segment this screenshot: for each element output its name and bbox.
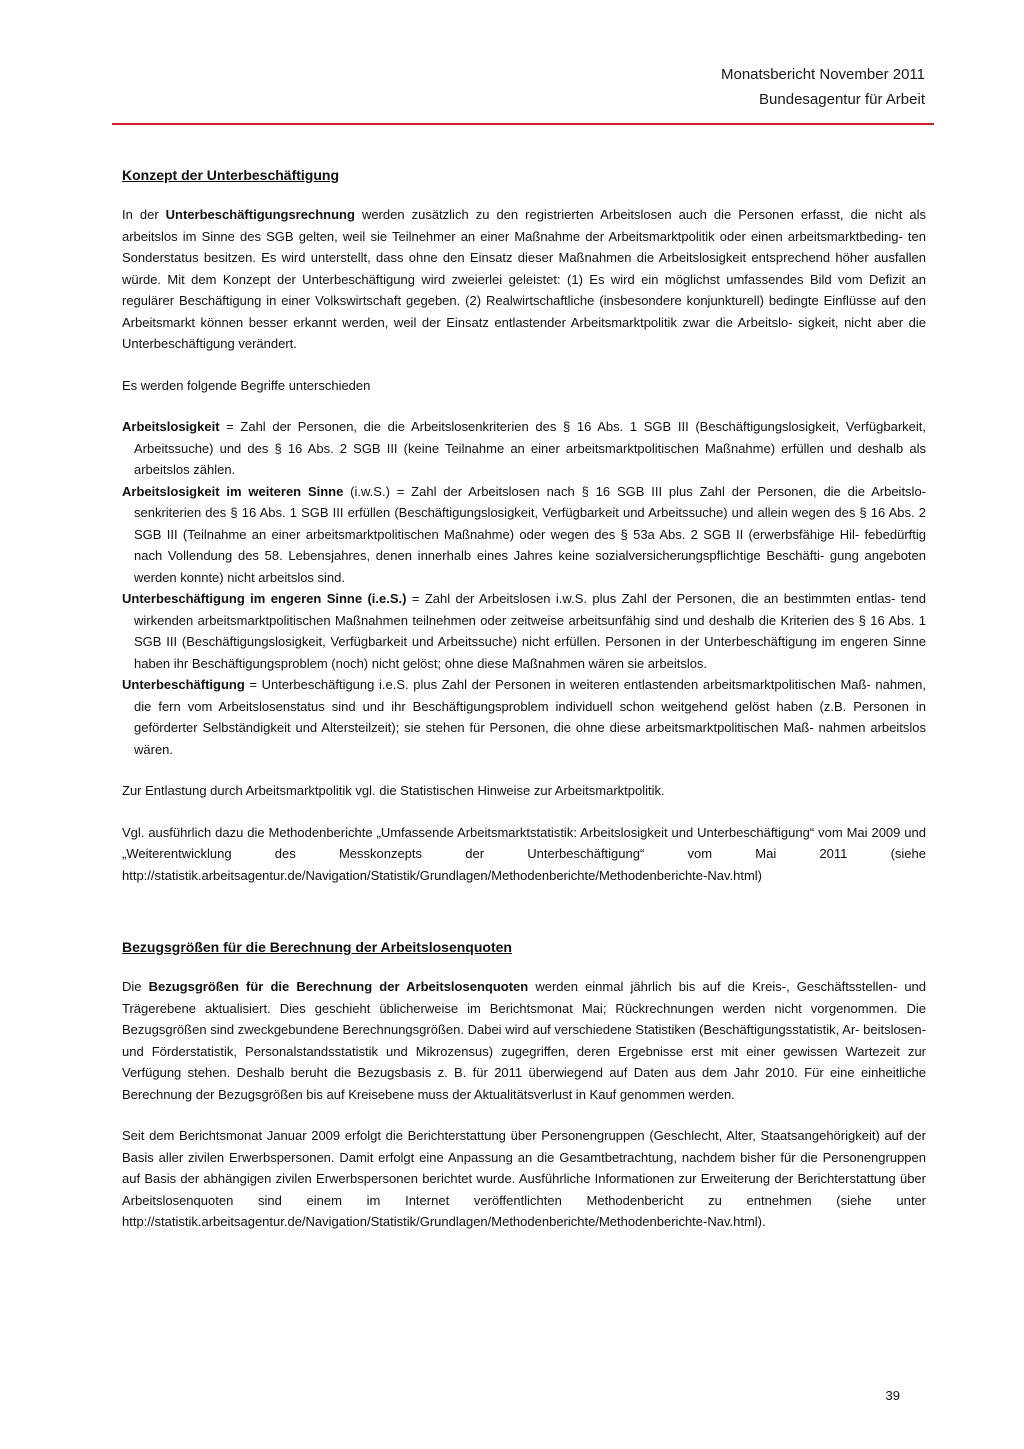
definition-term: Unterbeschäftigung: [122, 677, 245, 692]
intro-bold-term: Unterbeschäftigungsrechnung: [165, 207, 355, 222]
section-heading-unterbeschaeftigung: Konzept der Unterbeschäftigung: [122, 167, 340, 183]
definition-text: = Unterbeschäftigung i.e.S. plus Zahl der Personen in weiteren entlastenden arbeitsmarktpolitischen Maß- nahmen, die fern vom Arbeitslosenstatus sind und ihr Beschäftigungsproblem individuell schon weitgehend gelöst haben (z.B. Personen in geförderter Selbständigkeit und Altersteilzeit); sie stehen für Personen, die ohne diese arbeitsmarktpolitischen Maß- nahmen arbeitslos wären.: [134, 677, 926, 757]
definition-text: (i.w.S.) = Zahl der Arbeitslosen nach § 16 SGB III plus Zahl der Personen, die die Arbeitslo- senkriterien des § 16 Abs. 1 SGB III erfüllen (Beschäftigungslosigkeit, Verfügbarkeit und Arbeitssuche) und allein wegen des § 16 Abs. 2 SGB III (Teilnahme an einer arbeitsmarktpolitischen Maßnahme) oder wegen des § 53a Abs. 2 SGB II (erwerbsfähige Hil- febedürftig nach Vollendung des 58. Lebensjahres, denen innerhalb eines Jahres keine sozialversicherungspflichtige Beschäfti- gung angeboten werden konnte) nicht arbeitslos sind.: [134, 483, 927, 585]
definition-item: [122, 481, 926, 589]
header-organization: Bundesagentur für Arbeit: [759, 91, 925, 108]
definition-text: = Zahl der Personen, die die Arbeitslosenkriterien des § 16 Abs. 1 SGB III (Beschäftigungslosigkeit, Verfügbarkeit, Arbeitssuche) und des § 16 Abs. 2 SGB III (keine Teilnahme an einer arbeitsmarktpolitischen Maßnahme) erfüllen und deshalb als arbeitslos zählen.: [134, 419, 926, 477]
definition-term: Arbeitslosigkeit im weiteren Sinne: [122, 483, 344, 499]
paragraph-bezugsgroessen: Die Bezugsgrößen für die Berechnung der Arbeitslosenquoten werden einmal jährlich bis auf die Kreis-, Geschäftsstellen- und Trägerebene aktualisiert. Dies geschieht üblicherweise im Berichtsmonat Mai; Rückrechnungen werden nicht vorgenommen. Die Bezugsgrößen sind zweckgebundene Berechnungsgrößen. Dabei wird auf verschiedene Statistiken (Beschäftigungsstatistik, Ar- beitslosen- und Förderstatistik, Personalstandsstatistik und Mikrozensus) zugegriffen, deren Ergebnisse erst mit einer gewissen Wartezeit zur Verfügung stehen. Deshalb beruht die Bezugsbasis z. B. für 2011 überwiegend auf Daten aus dem Jahr 2010. Für eine einheitliche Berechnung der Bezugsgrößen bis auf Kreisebene muss der Aktualitätsverlust in Kauf genommen werden.: [122, 979, 927, 1102]
definition-item: [122, 416, 926, 481]
definition-text: = Zahl der Arbeitslosen i.w.S. plus Zahl der Personen, die an bestimmten entlas- tend wirkenden arbeitsmarktpolitischen Maßnahmen teilnehmen oder zeitweise arbeitsunfähig sind und deshalb die Kriterien des § 16 Abs. 1 SGB III (Beschäftigungslosigkeit, Verfügbarkeit und Arbeitssuche) nicht erfüllen. Personen in der Unterbeschäftigung im engeren Sinne haben ihr Beschäftigungsproblem (noch) nicht gelöst; ohne diese Maßnahmen wären sie arbeitslos.: [134, 591, 926, 671]
header-divider: [112, 123, 934, 125]
page-number: 39: [885, 1388, 900, 1403]
definition-item: [122, 674, 926, 760]
page-header: [721, 62, 925, 112]
paragraph-personengruppen: Seit dem Berichtsmonat Januar 2009 erfolgt die Berichterstattung über Personengruppen (Geschlecht, Alter, Staatsangehörigkeit) auf der Basis aller zivilen Erwerbspersonen. Damit erfolgt eine Anpassung an die Gesamtbetrachtung, nachdem bisher für die Personengruppen auf Basis der abhängigen zivilen Erwerbspersonen berichtet wurde. Ausführliche Informationen zur Erweiterung der Berichterstattung über Arbeitslosenquoten sind einem im Internet veröffentlichten Methodenbericht zu entnehmen (siehe unter http://statistik.arbeitsagentur.de/Navigation/Statistik/Grundlagen/Methodenberichte/Methodenberichte-Nav.html).: [122, 1128, 926, 1229]
definition-item: [122, 588, 926, 674]
definition-list: [122, 416, 926, 760]
paragraph-terms-intro: Es werden folgende Begriffe unterschieden: [122, 377, 371, 393]
bezugsgroessen-bold-term: Bezugsgrößen für die Berechnung der Arbeitslosenquoten: [148, 979, 529, 994]
section-heading-bezugsgroessen: Bezugsgrößen für die Berechnung der Arbeitslosenquoten: [122, 939, 512, 955]
definition-term: Arbeitslosigkeit: [122, 419, 220, 434]
page-content: [122, 164, 926, 1233]
header-report-title: Monatsbericht November 2011: [721, 66, 925, 83]
paragraph-note-methodenberichte: Vgl. ausführlich dazu die Methodenberichte „Umfassende Arbeitsmarktstatistik: Arbeitslosigkeit und Unterbeschäftigung“ vom Mai 2009 und „Weiterentwicklung des Messkonzepts der Unterbeschäftigung“ vom Mai 2011 (siehe http://statistik.arbeitsagentur.de/Navigation/Statistik/Grundlagen/Methodenberichte/Methodenberichte-Nav.html): [122, 824, 926, 883]
definition-term: Unterbeschäftigung im engeren Sinne (i.e.S.): [122, 591, 407, 606]
paragraph-intro: In der Unterbeschäftigungsrechnung werden zusätzlich zu den registrierten Arbeitslosen auch die Personen erfasst, die nicht als arbeitslos im Sinne des SGB gelten, weil sie Teilnehmer an einer Maßnahme der Arbeitsmarktpolitik oder einen arbeitsmarktbeding- ten Sonderstatus besitzen. Es wird unterstellt, dass ohne den Einsatz dieser Maßnahmen die Arbeitslosigkeit entsprechend höher ausfallen würde. Mit dem Konzept der Unterbeschäftigung wird zweierlei geleistet: (1) Es wird ein möglichst umfassendes Bild vom Defizit an regulärer Beschäftigung in einer Volkswirtschaft gegeben. (2) Realwirtschaftliche (insbesondere konjunkturell) bedingte Einflüsse auf den Arbeitsmarkt können besser erkannt werden, weil der Einsatz entlastender Arbeitsmarktpolitik zwar die Arbeitslo- sigkeit, nicht aber die Unterbeschäftigung verändert.: [122, 207, 926, 351]
paragraph-note-arbeitsmarktpolitik: Zur Entlastung durch Arbeitsmarktpolitik vgl. die Statistischen Hinweise zur Arbeitsmarktpolitik.: [122, 783, 665, 798]
